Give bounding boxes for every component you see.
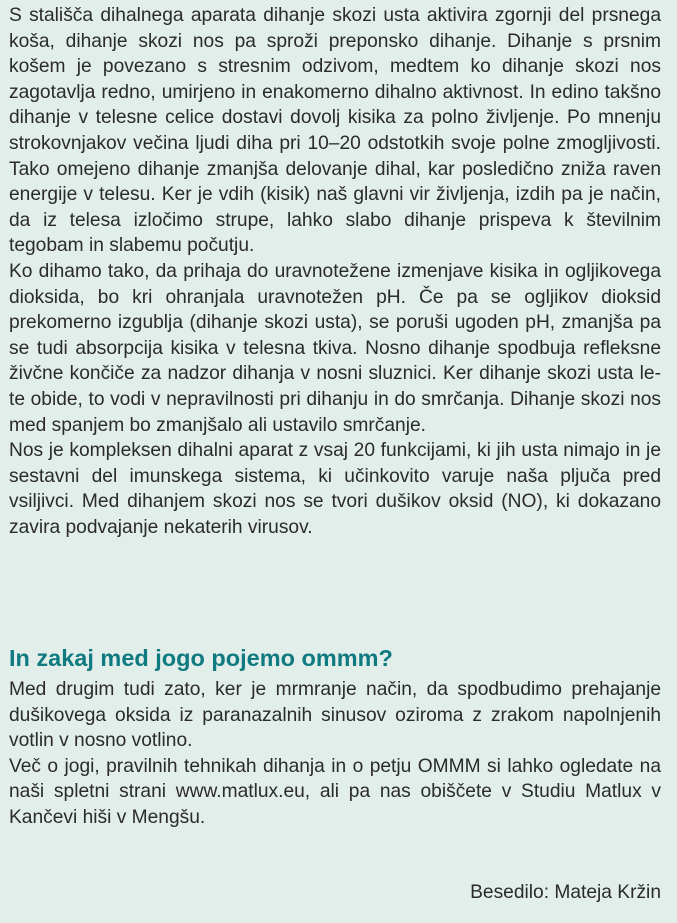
section-heading: In zakaj med jogo pojemo ommm? [9, 645, 393, 671]
author-byline: Besedilo: Mateja Kržin [470, 882, 661, 903]
section-body [9, 677, 661, 831]
article-paragraph: Ko dihamo tako, da prihaja do uravnotežene izmenjave kisika in ogljikovega dioksida, bo kri ohranjala uravnotežen pH. Če pa se ogljikov dioksid prekomerno izgublja (dihanje skozi usta), se poruši ugoden pH, zmanjša pa se tudi absorpcija kisika v telesna tkiva. Nosno dihanje spodbuja refleksne živčne končiče za nadzor dihanja v nosni sluznici. Ker dihanje skozi usta le-te obide, to vodi v nepravilnosti pri dihanju in do smrčanja. Dihanje skozi nos med spanjem bo zmanjšalo ali ustavilo smrčanje. [9, 260, 661, 436]
section-paragraph: Več o jogi, pravilnih tehnikah dihanja in o petju OMMM si lahko ogledate na naši spletni strani www.matlux.eu, ali pa nas obiščete v Studiu Matlux v Kančevi hiši v Mengšu. [9, 755, 661, 828]
section-paragraph: Med drugim tudi zato, ker je mrmranje način, da spodbudimo prehajanje dušikovega oksida iz paranazalnih sinusov oziroma z zrakom napolnjenih votlin v nosno votlino. [9, 679, 661, 752]
article-paragraph: S stališča dihalnega aparata dihanje skozi usta aktivira zgornji del prsnega koša, dihanje skozi nos pa sproži preponsko dihanje. Dihanje s prsnim košem je povezano s stresnim odzivom, medtem ko dihanje skozi nos zagotavlja redno, umirjeno in enakomerno dihalno aktivnost. In edino takšno dihanje v telesne celice dostavi dovolj kisika za polno življenje. Po mnenju strokovnjakov večina ljudi diha pri 10–20 odstotkih svoje polne zmogljivosti. Tako omejeno dihanje zmanjša delovanje dihal, kar posledično zniža raven energije v telesu. Ker je vdih (kisik) naš glavni vir življenja, izdih pa je način, da iz telesa izločimo strupe, lahko slabo dihanje prispeva k številnim tegobam in slabemu počutju. [9, 5, 661, 257]
article-body [9, 3, 661, 540]
article-paragraph: Nos je kompleksen dihalni aparat z vsaj 20 funkcijami, ki jih usta nimajo in je sestavni del imunskega sistema, ki učinkovito varuje naša pljuča pred vsiljivci. Med dihanjem skozi nos se tvori dušikov oksid (NO), ki dokazano zavira podvajanje nekaterih virusov. [9, 440, 661, 538]
